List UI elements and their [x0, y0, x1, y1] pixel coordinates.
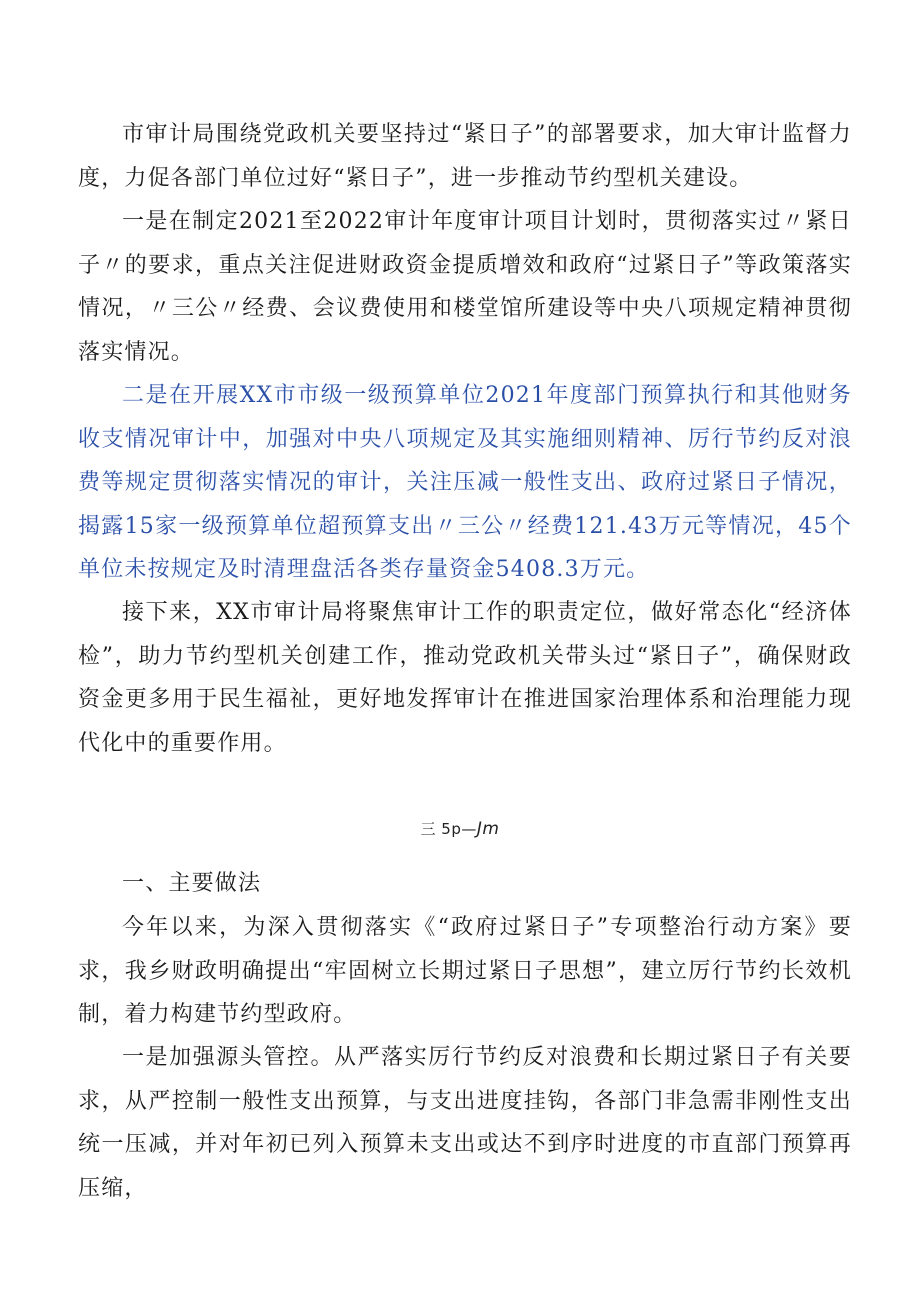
separator-text: 三 5p—: [420, 820, 477, 838]
paragraph-point-two: 二是在开展XX市市级一级预算单位2021年度部门预算执行和其他财务收支情况审计中，加强对中央八项规定及其实施细则精神、厉行节约反对浪费等规定贯彻落实情况的审计，关注压减一般性支出、政府过紧日子情况，揭露15家一级预算单位超预算支出〃三公〃经费121.43万元等情况，45个单位未按规定及时清理盘活各类存量资金5408.3万元。: [78, 383, 852, 582]
paragraph-section-intro: 今年以来，为深入贯彻落实《“政府过紧日子”专项整治行动方案》要求，我乡财政明确提出“牢固树立长期过紧日子思想”，建立厉行节约长效机制，着力构建节约型政府。: [78, 915, 852, 1027]
paragraph-next-steps: 接下来，XX市审计局将聚焦审计工作的职责定位，做好常态化“经济体检”，助力节约型机关创建工作，推动党政机关带头过“紧日子”，确保财政资金更多用于民生福祉，更好地发挥审计在推进国家治理体系和治理能力现代化中的重要作用。: [78, 600, 852, 756]
section-separator: [0, 818, 920, 839]
paragraph-point-one: 一是在制定2021至2022审计年度审计项目计划时，贯彻落实过〃紧日子〃的要求，重点关注促进财政资金提质增效和政府“过紧日子”等政策落实情况，〃三公〃经费、会议费使用和楼堂馆所建设等中央八项规定精神贯彻落实情况。: [78, 209, 852, 365]
paragraph-source-control: 一是加强源头管控。从严落实厉行节约反对浪费和长期过紧日子有关要求，从严控制一般性支出预算，与支出进度挂钩，各部门非急需非刚性支出统一压减，并对年初已列入预算未支出或达不到序时进度的市直部门预算再压缩，: [78, 1045, 852, 1201]
section-heading: 一、主要做法: [122, 871, 262, 896]
paragraph-intro: 市审计局围绕党政机关要坚持过“紧日子”的部署要求，加大审计监督力度，力促各部门单位过好“紧日子”，进一步推动节约型机关建设。: [78, 122, 852, 191]
separator-em-text: Jm: [476, 819, 500, 839]
